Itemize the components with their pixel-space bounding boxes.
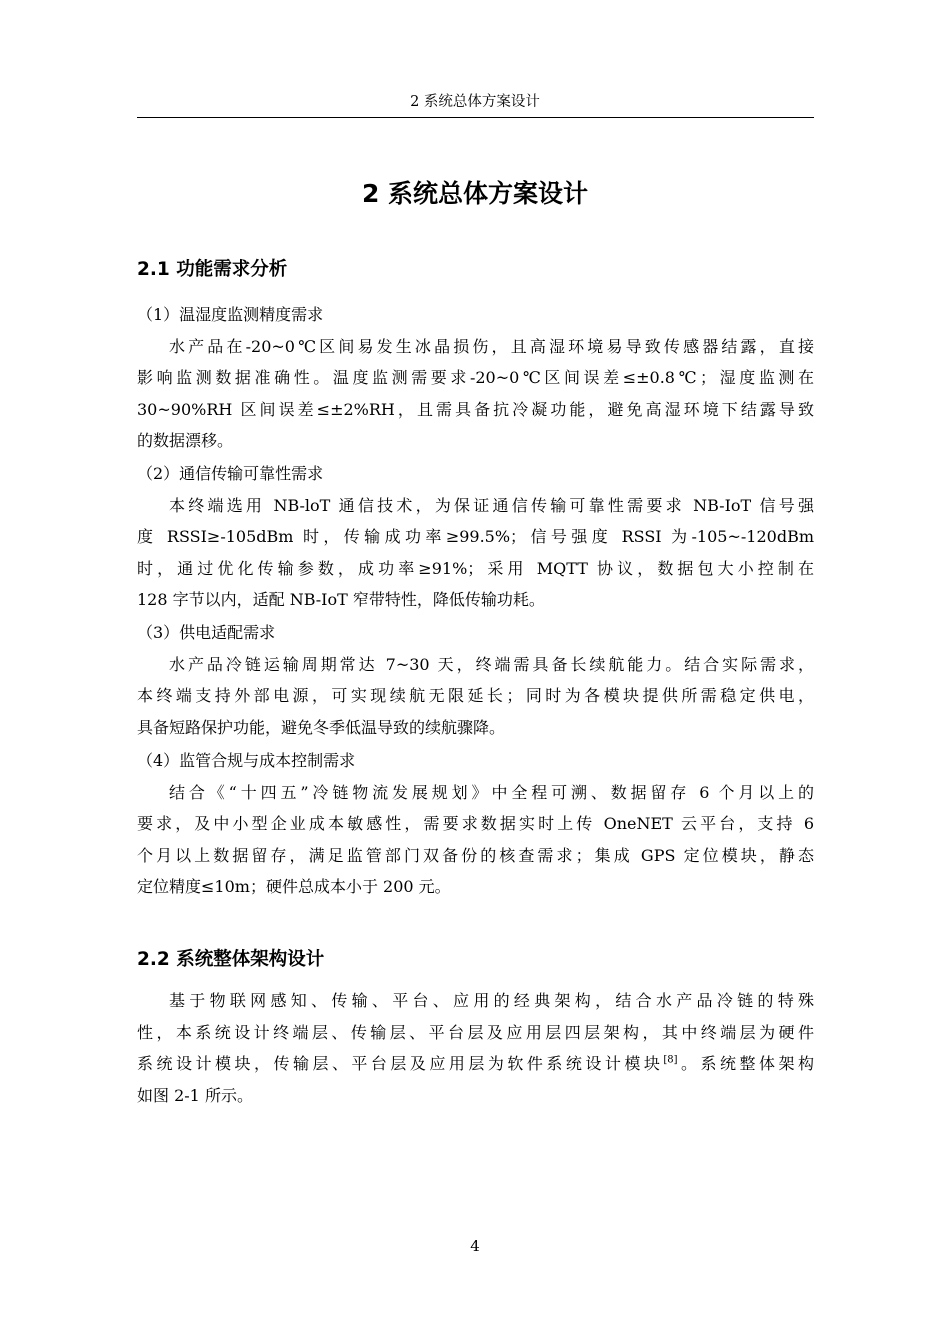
paragraph-line: 水产品在-20~0℃区间易发生冰晶损伤，且高湿环境易导致传感器结露，直接 [169, 336, 814, 356]
line-text: 。系统整体架构 [677, 1054, 814, 1073]
paragraph-line: 水产品冷链运输周期常达 7~30 天，终端需具备长续航能力。结合实际需求， [169, 654, 814, 674]
paragraph-line: 如图 2-1 所示。 [137, 1085, 253, 1105]
page-number: 4 [470, 1237, 480, 1255]
paragraph-line: 的数据漂移。 [137, 431, 234, 450]
paragraph [137, 490, 814, 616]
paragraph-line: 定位精度≤10m；硬件总成本小于 200 元。 [137, 877, 451, 896]
item-heading: （1）温湿度监测精度需求 [137, 305, 324, 324]
item-heading: （3）供电适配需求 [137, 623, 276, 642]
paragraph-line: 要求，及中小型企业成本敏感性，需要求数据实时上传 OneNET 云平台，支持 6 [137, 814, 814, 833]
paragraph-line: 基于物联网感知、传输、平台、应用的经典架构，结合水产品冷链的特殊 [169, 991, 814, 1010]
citation-marker[interactable]: [8] [663, 1054, 678, 1066]
header-rule [137, 117, 814, 118]
paragraph-line: 个月以上数据留存，满足监管部门双备份的核查需求；集成 GPS 定位模块，静态 [137, 845, 814, 865]
paragraph [137, 649, 814, 744]
line-text: 系统设计模块，传输层、平台层及应用层为软件系统设计模块 [137, 1054, 664, 1073]
paragraph-line: 具备短路保护功能，避免冬季低温导致的续航骤降。 [137, 717, 506, 737]
section-2-1 [137, 256, 814, 284]
paragraph-line: 时，通过优化传输参数，成功率≥91%；采用 MQTT 协议，数据包大小控制在 [137, 558, 814, 578]
paragraph-line: 30~90%RH 区间误差≤±2%RH，且需具备抗冷凝功能，避免高湿环境下结露导致 [137, 399, 814, 419]
paragraph [137, 777, 814, 903]
running-header: 2 系统总体方案设计 [410, 94, 540, 110]
item-3 [137, 617, 814, 743]
item-1 [137, 299, 814, 457]
section-2-2 [137, 946, 814, 974]
paragraph-line: 结合《“十四五”冷链物流发展规划》中全程可溯、数据留存 6 个月以上的 [169, 782, 814, 802]
chapter-title: 2 系统总体方案设计 [361, 179, 589, 208]
item-2 [137, 458, 814, 616]
paragraph [137, 331, 814, 457]
item-4 [137, 745, 814, 903]
paragraph-line: 本终端选用 NB-loT 通信技术，为保证通信传输可靠性需要求 NB-IoT 信号强 [169, 495, 814, 515]
paragraph-line: 性，本系统设计终端层、传输层、平台层及应用层四层架构，其中终端层为硬件 [137, 1022, 814, 1042]
section-2-2-body [137, 985, 814, 1111]
item-heading: （2）通信传输可靠性需求 [137, 464, 324, 483]
paragraph-line: 本终端支持外部电源，可实现续航无限延长；同时为各模块提供所需稳定供电， [137, 686, 814, 705]
section-title: 2.1 功能需求分析 [137, 259, 288, 280]
item-heading: （4）监管合规与成本控制需求 [137, 751, 356, 770]
paragraph-line-with-citation [137, 1048, 814, 1080]
paragraph-line: 度 RSSI≥-105dBm 时，传输成功率≥99.5%；信号强度 RSSI 为-105~-120dBm [137, 527, 814, 546]
paragraph [137, 985, 814, 1111]
paragraph-line: 128 字节以内，适配 NB-IoT 窄带特性，降低传输功耗。 [137, 590, 545, 609]
paragraph-line: 影响监测数据准确性。温度监测需要求-20~0℃区间误差≤±0.8℃；湿度监测在 [137, 368, 814, 387]
section-title: 2.2 系统整体架构设计 [137, 949, 325, 970]
